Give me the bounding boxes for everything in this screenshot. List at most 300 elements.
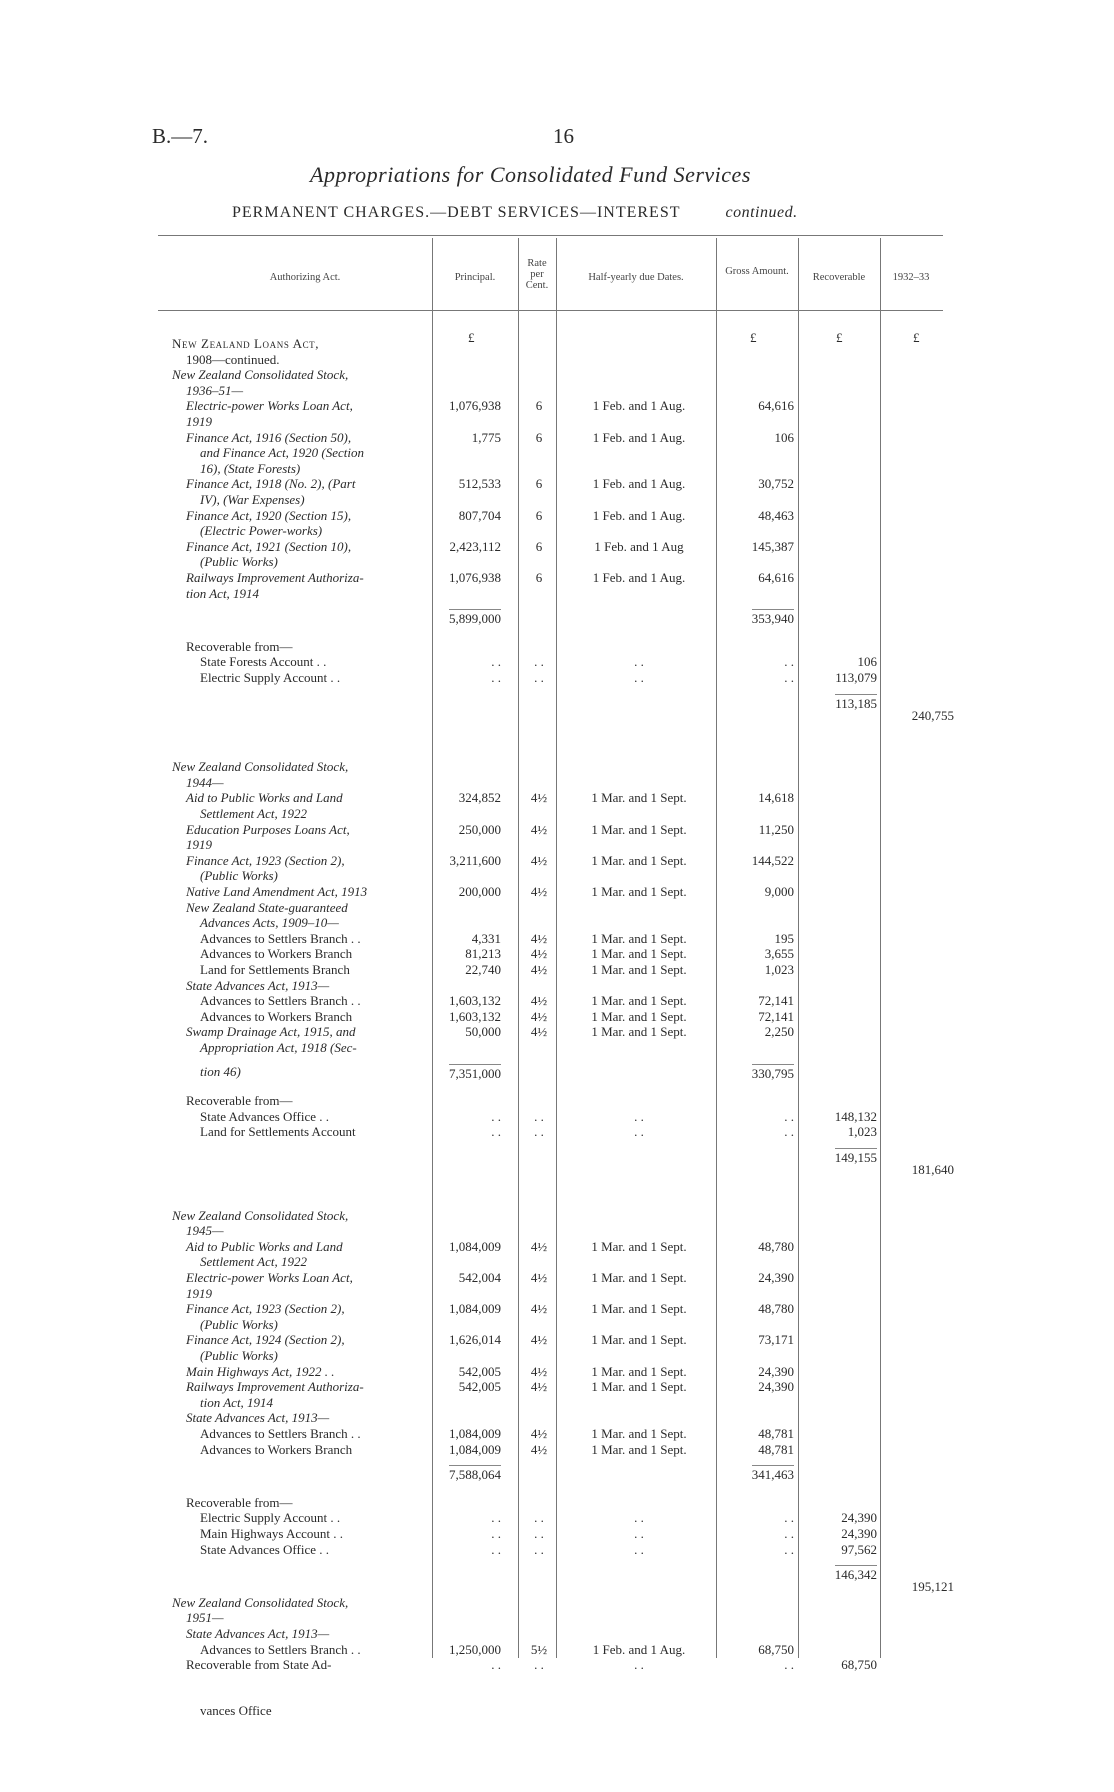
due-dates-cell: . . — [634, 1108, 644, 1124]
authorizing-act: Education Purposes Loans Act, — [186, 821, 350, 837]
due-dates-cell: 1 Mar. and 1 Sept. — [591, 1441, 687, 1457]
table-row — [0, 352, 1114, 367]
due-dates-cell: . . — [634, 1124, 644, 1140]
col-header-dates: Half-yearly due Dates. — [588, 272, 684, 283]
gross-amount-cell: 353,940 — [751, 611, 794, 627]
principal-cell: . . — [491, 1108, 501, 1124]
gross-amount-cell: 2,250 — [764, 1024, 794, 1040]
table-row — [0, 383, 1114, 398]
gross-amount-cell: 48,781 — [758, 1426, 794, 1441]
principal-cell: . . — [491, 1657, 501, 1673]
authorizing-act: Settlement Act, 1922 — [200, 1254, 307, 1270]
due-dates-cell: 1 Mar. and 1 Sept. — [591, 1008, 687, 1024]
authorizing-act: tion Act, 1914 — [186, 585, 260, 601]
principal-cell: 3,211,600 — [449, 852, 501, 868]
authorizing-act: Aid to Public Works and Land — [186, 790, 343, 806]
table-row — [0, 461, 1114, 476]
rate-cell: 6 — [535, 476, 543, 492]
currency-principal: £ — [468, 330, 475, 345]
principal-cell: 4,331 — [471, 930, 501, 946]
gross-amount-cell: 48,463 — [758, 507, 794, 523]
gross-amount-cell: 48,781 — [758, 1441, 794, 1457]
authorizing-act: Finance Act, 1921 (Section 10), — [186, 538, 352, 554]
table-row — [0, 1109, 1114, 1124]
page-title: Appropriations for Consolidated Fund Services — [310, 162, 751, 187]
due-dates-cell: 1 Feb. and 1 Aug. — [592, 398, 686, 414]
table-row — [0, 884, 1114, 899]
rate-cell: . . — [534, 1526, 544, 1541]
authorizing-act: Swamp Drainage Act, 1915, and — [186, 1024, 356, 1040]
authorizing-act: New Zealand Consolidated Stock, — [172, 759, 349, 775]
table-row — [0, 978, 1114, 993]
due-dates-cell: . . — [634, 1510, 644, 1526]
table-row — [0, 654, 1114, 669]
table-row — [0, 868, 1114, 883]
gross-amount-cell: 14,618 — [758, 790, 794, 806]
total-row — [0, 1064, 1114, 1079]
authorizing-act: 1919 — [186, 837, 212, 853]
authorizing-act: IV), (War Expenses) — [200, 492, 305, 507]
rate-cell: . . — [534, 1657, 544, 1673]
table-row — [0, 430, 1114, 445]
section-heading-continued: continued. — [725, 204, 798, 221]
table-row — [0, 962, 1114, 977]
authorizing-act: Railways Improvement Authoriza- — [186, 570, 364, 585]
rate-cell: 4½ — [530, 1270, 548, 1285]
rate-cell: 4½ — [530, 962, 548, 977]
table-row — [0, 1223, 1114, 1238]
currency-gross: £ — [750, 330, 757, 345]
authorizing-act: 1919 — [186, 1285, 212, 1301]
rate-cell: . . — [534, 654, 544, 670]
gross-amount-cell: . . — [784, 670, 794, 685]
principal-cell: 1,084,009 — [449, 1301, 501, 1317]
authorizing-act: Electric-power Works Loan Act, — [186, 1270, 353, 1285]
principal-cell: 1,076,938 — [449, 398, 501, 414]
rate-cell: . . — [534, 1541, 544, 1557]
recoverable-cell: 149,155 — [834, 1150, 877, 1165]
col-header-gross: Gross Amount. — [725, 266, 789, 277]
gross-amount-cell: . . — [784, 1541, 794, 1557]
table-row — [0, 1542, 1114, 1557]
authorizing-act: Advances Acts, 1909–10— — [200, 915, 339, 931]
page-number: 16 — [553, 124, 574, 148]
authorizing-act: (Public Works) — [200, 1348, 278, 1363]
table-row — [0, 853, 1114, 868]
authorizing-act: Finance Act, 1918 (No. 2), (Part — [186, 476, 356, 492]
gross-amount-cell: 24,390 — [758, 1363, 794, 1379]
table-row — [0, 1510, 1114, 1525]
table-row — [0, 759, 1114, 774]
table-row — [0, 1442, 1114, 1457]
rate-cell: 4½ — [530, 930, 548, 946]
authorizing-act: Railways Improvement Authoriza- — [186, 1379, 364, 1395]
due-dates-cell: 1 Mar. and 1 Sept. — [591, 962, 687, 977]
table-row — [0, 670, 1114, 685]
col-header-year: 1932–33 — [892, 272, 930, 283]
authorizing-act: Recoverable from— — [186, 638, 293, 654]
page-reference: B.—7. — [152, 124, 209, 148]
table-row — [0, 993, 1114, 1008]
table-row — [0, 931, 1114, 946]
gross-amount-cell: 341,463 — [751, 1467, 794, 1483]
authorizing-act: Advances to Workers Branch — [200, 1441, 353, 1457]
gross-amount-cell: 64,616 — [758, 398, 794, 414]
authorizing-act: State Advances Act, 1913— — [186, 1410, 330, 1426]
total-row — [0, 1465, 1114, 1483]
due-dates-cell: 1 Mar. and 1 Sept. — [591, 993, 687, 1009]
total-row — [0, 609, 1114, 627]
gross-amount-cell: . . — [784, 1510, 794, 1526]
principal-cell: . . — [491, 1124, 501, 1140]
table-row — [0, 1040, 1114, 1055]
authorizing-act: New Zealand Consolidated Stock, — [172, 1207, 349, 1223]
due-dates-cell: 1 Mar. and 1 Sept. — [591, 1024, 687, 1040]
authorizing-act: Finance Act, 1923 (Section 2), — [186, 852, 345, 868]
authorizing-act: New Zealand Consolidated Stock, — [172, 1594, 349, 1610]
table-row — [0, 1332, 1114, 1347]
authorizing-act: Advances to Settlers Branch . . — [200, 930, 361, 946]
recoverable-cell: 97,562 — [841, 1541, 877, 1557]
table-row — [0, 1495, 1114, 1510]
recoverable-cell: 24,390 — [841, 1510, 877, 1526]
table-row — [0, 1239, 1114, 1254]
recoverable-cell: 113,185 — [835, 695, 877, 711]
table-row — [0, 492, 1114, 507]
principal-cell: 50,000 — [465, 1024, 501, 1040]
due-dates-cell: 1 Mar. and 1 Sept. — [591, 1363, 687, 1379]
due-dates-cell: 1 Mar. and 1 Sept. — [591, 1332, 687, 1348]
principal-cell: 5,899,000 — [449, 611, 501, 627]
authorizing-act: Recoverable from— — [186, 1093, 293, 1109]
table-row — [0, 554, 1114, 569]
principal-cell: . . — [491, 670, 501, 685]
table-row — [0, 1317, 1114, 1332]
gross-amount-cell: 72,141 — [758, 1008, 794, 1024]
table-row — [0, 1254, 1114, 1269]
table-row — [0, 414, 1114, 429]
rate-cell: 4½ — [530, 1441, 548, 1457]
due-dates-cell: 1 Feb. and 1 Aug. — [592, 507, 686, 523]
gross-amount-cell: . . — [784, 1108, 794, 1124]
col-header-rate: Rate per Cent. — [525, 258, 549, 291]
authorizing-act: Electric-power Works Loan Act, — [186, 398, 353, 414]
principal-cell: 1,084,009 — [449, 1441, 501, 1457]
table-row — [0, 476, 1114, 491]
authorizing-act: Electric Supply Account . . — [200, 670, 341, 685]
gross-amount-cell: 64,616 — [758, 570, 794, 585]
section-heading-text: PERMANENT CHARGES.—DEBT SERVICES—INTEREST — [232, 204, 681, 221]
authorizing-act: Aid to Public Works and Land — [186, 1238, 343, 1254]
principal-cell: 7,588,064 — [449, 1467, 501, 1483]
gross-amount-cell: 1,023 — [764, 962, 794, 977]
due-dates-cell: . . — [634, 654, 644, 670]
authorizing-act: Recoverable from State Ad- — [186, 1657, 332, 1673]
table-row — [0, 445, 1114, 460]
section-heading — [232, 204, 798, 222]
year-total-cell: 181,640 — [911, 1162, 954, 1177]
due-dates-cell: . . — [634, 1526, 644, 1541]
authorizing-act: New Zealand State-guaranteed — [186, 899, 348, 915]
authorizing-act: and Finance Act, 1920 (Section — [200, 445, 365, 461]
rate-cell: 4½ — [530, 790, 548, 806]
table-row — [0, 523, 1114, 538]
rate-cell: 4½ — [530, 1238, 548, 1254]
due-dates-cell: 1 Mar. and 1 Sept. — [591, 1426, 687, 1441]
table-row — [0, 539, 1114, 554]
principal-cell: 1,076,938 — [449, 570, 501, 585]
authorizing-act: Recoverable from— — [186, 1494, 293, 1510]
rate-cell: . . — [534, 1124, 544, 1140]
authorizing-act: Advances to Settlers Branch . . — [200, 993, 361, 1009]
gross-amount-cell: 195 — [774, 930, 794, 946]
principal-cell: . . — [491, 1541, 501, 1557]
principal-cell: 22,740 — [465, 962, 501, 977]
principal-cell: . . — [491, 1510, 501, 1526]
recoverable-cell: 24,390 — [841, 1526, 877, 1541]
authorizing-act: State Advances Act, 1913— — [186, 1626, 330, 1641]
due-dates-cell: 1 Feb. and 1 Aug. — [592, 1641, 686, 1657]
due-dates-cell: 1 Mar. and 1 Sept. — [591, 930, 687, 946]
currency-recoverable: £ — [836, 330, 843, 345]
principal-cell: 200,000 — [458, 884, 501, 899]
principal-cell: 512,533 — [458, 476, 501, 492]
rate-cell: 5½ — [530, 1641, 548, 1657]
col-header-authorizing: Authorizing Act. — [269, 272, 341, 283]
principal-cell: 542,004 — [458, 1270, 501, 1285]
rate-cell: 4½ — [530, 1379, 548, 1395]
table-row — [0, 586, 1114, 601]
due-dates-cell: 1 Mar. and 1 Sept. — [591, 1270, 687, 1285]
authorizing-act: State Advances Act, 1913— — [186, 977, 330, 993]
gross-amount-cell: . . — [784, 654, 794, 670]
gross-amount-cell: . . — [784, 1657, 794, 1673]
gross-amount-cell: 3,655 — [764, 946, 794, 962]
authorizing-act: State Advances Office . . — [200, 1108, 329, 1124]
table-row — [0, 822, 1114, 837]
recoverable-cell: 1,023 — [847, 1124, 877, 1140]
authorizing-act: (Public Works) — [200, 1316, 278, 1332]
gross-amount-cell: 48,780 — [758, 1238, 794, 1254]
due-dates-cell: . . — [634, 1541, 644, 1557]
table-row — [0, 1610, 1114, 1625]
due-dates-cell: 1 Feb. and 1 Aug. — [592, 429, 686, 445]
gross-amount-cell: 106 — [774, 429, 794, 445]
table-row — [0, 1642, 1114, 1657]
authorizing-act: 1908—continued. — [186, 351, 280, 367]
gross-amount-cell: 11,250 — [758, 821, 794, 837]
due-dates-cell: . . — [634, 670, 644, 685]
table-row — [0, 1364, 1114, 1379]
gross-amount-cell: 330,795 — [751, 1065, 794, 1081]
authorizing-act: (Public Works) — [200, 868, 278, 884]
authorizing-act: Main Highways Account . . — [200, 1526, 343, 1541]
authorizing-act: 1919 — [186, 414, 212, 429]
authorizing-act: 16), (State Forests) — [200, 460, 301, 476]
gross-amount-cell: 9,000 — [764, 884, 794, 899]
authorizing-act: State Advances Office . . — [200, 1541, 329, 1557]
due-dates-cell: 1 Feb. and 1 Aug. — [592, 476, 686, 492]
table-row — [0, 837, 1114, 852]
rate-cell: 4½ — [530, 884, 548, 899]
authorizing-act: Finance Act, 1924 (Section 2), — [186, 1332, 345, 1348]
authorizing-act: State Forests Account . . — [200, 654, 327, 670]
due-dates-cell: . . — [634, 1657, 644, 1673]
principal-cell: 807,704 — [458, 507, 501, 523]
year-total-cell: 195,121 — [911, 1579, 954, 1595]
principal-cell: 324,852 — [458, 790, 501, 806]
table-row — [0, 915, 1114, 930]
authorizing-act: Main Highways Act, 1922 . . — [186, 1363, 335, 1379]
table-row — [0, 508, 1114, 523]
authorizing-act: vances Office — [200, 1702, 272, 1718]
authorizing-act: tion Act, 1914 — [200, 1394, 274, 1410]
authorizing-act: New Zealand Loans Act, — [172, 336, 320, 351]
rate-cell: 4½ — [530, 1363, 548, 1379]
gross-amount-cell: 68,750 — [758, 1641, 794, 1657]
authorizing-act: Electric Supply Account . . — [200, 1510, 341, 1526]
due-dates-cell: 1 Feb. and 1 Aug. — [592, 570, 686, 585]
due-dates-cell: 1 Mar. and 1 Sept. — [591, 884, 687, 899]
table-row — [0, 1657, 1114, 1672]
col-header-principal: Principal. — [454, 272, 496, 283]
table-row — [0, 1093, 1114, 1108]
authorizing-act: Finance Act, 1920 (Section 15), — [186, 507, 352, 523]
col-header-recoverable: Recoverable — [812, 272, 866, 283]
recoverable-cell: 146,342 — [834, 1567, 877, 1583]
principal-cell: 1,603,132 — [449, 1008, 501, 1024]
authorizing-act: Advances to Settlers Branch . . — [200, 1426, 361, 1441]
table-row — [0, 1301, 1114, 1316]
authorizing-act: Finance Act, 1923 (Section 2), — [186, 1301, 345, 1317]
table-row — [0, 775, 1114, 790]
authorizing-act: Land for Settlements Branch — [200, 962, 350, 977]
recoverable-cell: 113,079 — [835, 670, 877, 685]
authorizing-act: Advances to Settlers Branch . . — [200, 1641, 361, 1657]
rate-cell: 4½ — [530, 993, 548, 1009]
rate-cell: . . — [534, 1510, 544, 1526]
gross-amount-cell: 145,387 — [751, 538, 794, 554]
table-row — [0, 1124, 1114, 1139]
table-row — [0, 1270, 1114, 1285]
due-dates-cell: 1 Mar. and 1 Sept. — [591, 1301, 687, 1317]
principal-cell: 1,084,009 — [449, 1426, 501, 1441]
subtotal-row — [0, 694, 1114, 723]
rate-cell: 4½ — [530, 946, 548, 962]
table-row — [0, 1348, 1114, 1363]
due-dates-cell: 1 Mar. and 1 Sept. — [591, 852, 687, 868]
table-row — [0, 790, 1114, 805]
table-row — [0, 1024, 1114, 1039]
authorizing-act: Advances to Workers Branch — [200, 1008, 353, 1024]
principal-cell: . . — [491, 1526, 501, 1541]
table-row — [0, 1426, 1114, 1441]
principal-cell: 2,423,112 — [449, 538, 501, 554]
rate-cell: 6 — [535, 507, 543, 523]
due-dates-cell: 1 Mar. and 1 Sept. — [591, 1379, 687, 1395]
table-row — [0, 1009, 1114, 1024]
table-row — [0, 946, 1114, 961]
gross-amount-cell: 30,752 — [758, 476, 794, 492]
authorizing-act: New Zealand Consolidated Stock, — [172, 367, 349, 383]
gross-amount-cell: 24,390 — [758, 1270, 794, 1285]
gross-amount-cell: . . — [784, 1526, 794, 1541]
rate-cell: 4½ — [530, 821, 548, 837]
year-total-cell: 240,755 — [911, 707, 954, 723]
due-dates-cell: 1 Mar. and 1 Sept. — [591, 946, 687, 962]
authorizing-act: 1951— — [186, 1610, 224, 1626]
due-dates-cell: 1 Mar. and 1 Sept. — [591, 821, 687, 837]
authorizing-act: Land for Settlements Account — [200, 1124, 356, 1140]
rate-cell: 4½ — [530, 1008, 548, 1024]
table-row — [0, 1410, 1114, 1425]
recoverable-cell: 68,750 — [841, 1657, 877, 1673]
header-bottom-rule — [158, 310, 943, 311]
gross-amount-cell: 144,522 — [751, 852, 794, 868]
authorizing-act: 1936–51— — [186, 382, 244, 398]
authorizing-act: (Electric Power-works) — [200, 523, 323, 539]
principal-cell: 1,603,132 — [449, 993, 501, 1009]
principal-cell: 1,775 — [471, 429, 501, 445]
authorizing-act: Appropriation Act, 1918 (Sec- — [200, 1040, 357, 1055]
rate-cell: 4½ — [530, 1332, 548, 1348]
rate-cell: 4½ — [530, 852, 548, 868]
rate-cell: 4½ — [530, 1024, 548, 1040]
rate-cell: 6 — [535, 398, 543, 414]
table-row — [0, 1286, 1114, 1301]
principal-cell: . . — [491, 654, 501, 670]
table-row — [0, 336, 1114, 351]
due-dates-cell: 1 Mar. and 1 Sept. — [591, 1238, 687, 1254]
table-row — [0, 806, 1114, 821]
table-row — [0, 1395, 1114, 1410]
principal-cell: 542,005 — [458, 1379, 501, 1395]
authorizing-act: Settlement Act, 1922 — [200, 806, 307, 821]
gross-amount-cell: 24,390 — [758, 1379, 794, 1395]
table-row — [0, 639, 1114, 654]
table-row — [0, 1208, 1114, 1223]
table-row — [0, 1703, 1114, 1718]
rate-cell: 6 — [535, 570, 543, 585]
principal-cell: 7,351,000 — [449, 1065, 501, 1081]
gross-amount-cell: . . — [784, 1124, 794, 1140]
recoverable-cell: 148,132 — [834, 1108, 877, 1124]
table-row — [0, 1379, 1114, 1394]
authorizing-act: 1945— — [186, 1223, 224, 1239]
rate-cell: 6 — [535, 538, 543, 554]
table-row — [0, 1626, 1114, 1641]
principal-cell: 81,213 — [465, 946, 501, 962]
rate-cell: . . — [534, 670, 544, 685]
gross-amount-cell: 73,171 — [758, 1332, 794, 1348]
authorizing-act: (Public Works) — [200, 554, 278, 570]
table-row — [0, 900, 1114, 915]
due-dates-cell: 1 Feb. and 1 Aug — [594, 538, 684, 554]
principal-cell: 1,250,000 — [449, 1641, 501, 1657]
gross-amount-cell: 48,780 — [758, 1301, 794, 1317]
authorizing-act: Native Land Amendment Act, 1913 — [186, 884, 368, 899]
table-row — [0, 1595, 1114, 1610]
table-row — [0, 1526, 1114, 1541]
gross-amount-cell: 72,141 — [758, 993, 794, 1009]
recoverable-cell: 106 — [857, 654, 877, 670]
currency-year: £ — [913, 330, 920, 345]
subtotal-row — [0, 1565, 1114, 1595]
rate-cell: . . — [534, 1108, 544, 1124]
authorizing-act: tion 46) — [200, 1063, 241, 1079]
rate-cell: 4½ — [530, 1301, 548, 1317]
subtotal-row — [0, 1148, 1114, 1177]
